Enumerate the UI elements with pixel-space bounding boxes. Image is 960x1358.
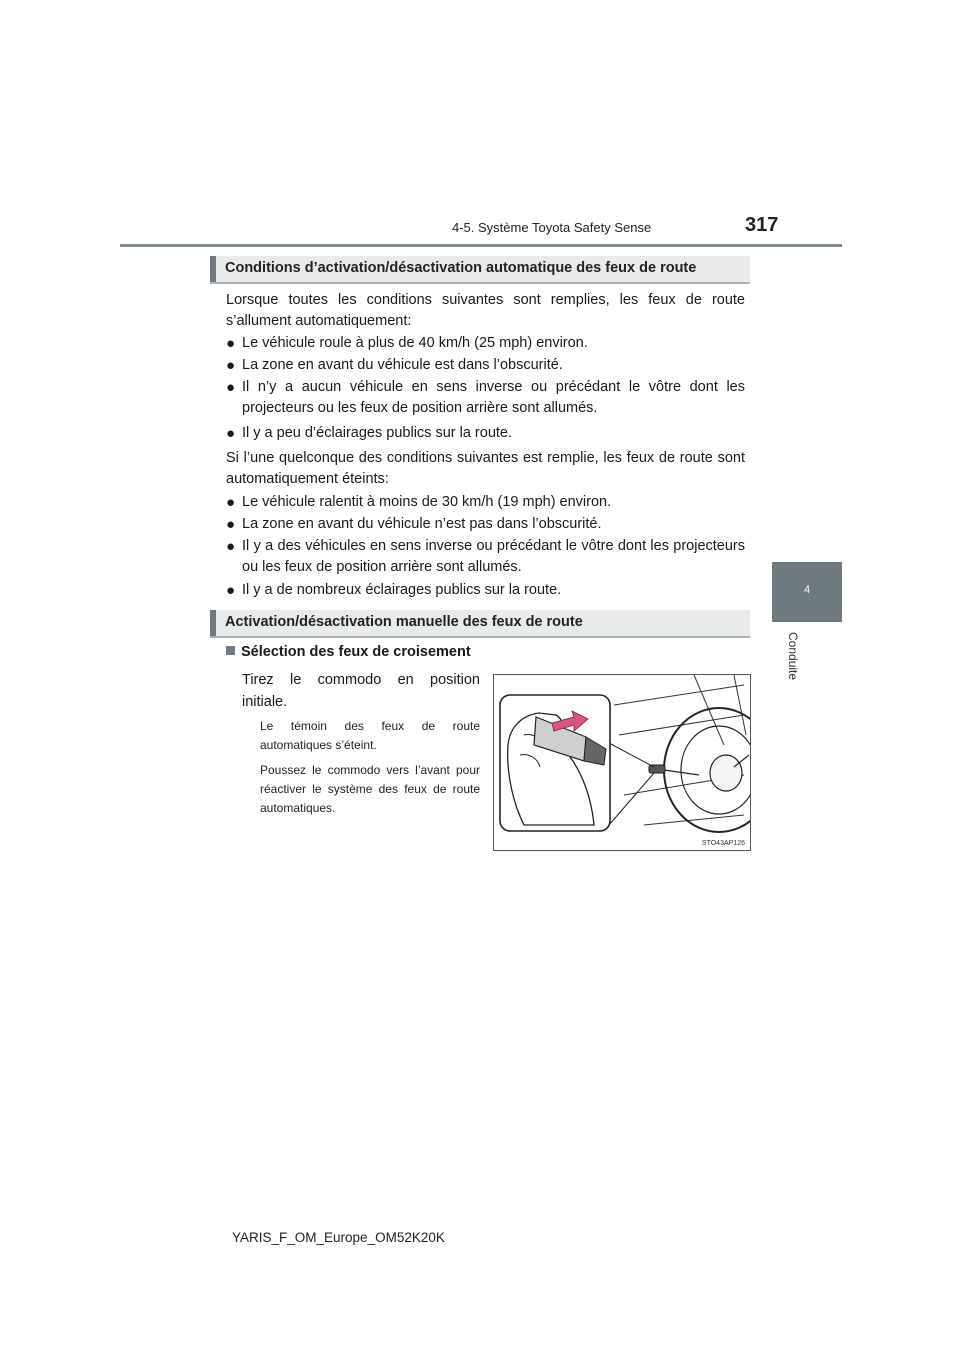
subheading (226, 644, 471, 660)
bullet-text: Le véhicule roule à plus de 40 km/h (25 mph) environ. (242, 335, 588, 351)
lever-illustration (493, 674, 751, 851)
bullet-text: Il y a des véhicules en sens inverse ou précédant le vôtre dont les projecteurs ou les feux de position arrière sont allumés. (242, 538, 745, 575)
bullet-item (226, 514, 745, 535)
bullet-icon: ● (226, 582, 236, 599)
bullet-text: Il y a peu d’éclairages publics sur la route. (242, 425, 513, 441)
bullet-item (226, 377, 745, 419)
chapter-label: Conduite (786, 632, 800, 681)
section-title-manual: Activation/désactivation manuelle des feux de route (225, 614, 583, 630)
figure-id: STO43AP126 (701, 840, 745, 847)
bullet-icon: ● (226, 494, 236, 511)
bullet-icon: ● (226, 538, 236, 555)
bullet-text: Il n’y a aucun véhicule en sens inverse ou précédant le vôtre dont les projecteurs ou les feux de position arrière sont allumés. (242, 379, 745, 416)
section-title-auto: Conditions d’activation/désactivation automatique des feux de route (225, 260, 697, 276)
bullet-text: La zone en avant du véhicule n’est pas dans l’obscurité. (242, 516, 602, 532)
lever-drawing-icon (494, 675, 750, 850)
bullet-icon: ● (226, 425, 236, 442)
bullet-text: Il y a de nombreux éclairages publics sur la route. (242, 582, 562, 598)
bullet-text: La zone en avant du véhicule est dans l’obscurité. (242, 357, 563, 373)
instruction-text: Tirez le commodo en position initiale. (242, 672, 480, 710)
subheading-text: Sélection des feux de croisement (241, 644, 471, 660)
bullet-item (226, 492, 745, 513)
bullet-icon: ● (226, 379, 236, 396)
intro-deactivation: Si l’une quelconque des conditions suivantes est remplie, les feux de route sont automatiquement éteints: (226, 450, 745, 487)
bullet-icon: ● (226, 516, 236, 533)
bullet-item (226, 333, 745, 354)
bullet-icon: ● (226, 335, 236, 352)
bullet-item (226, 355, 745, 376)
bullet-item (226, 423, 745, 444)
section-heading-manual (210, 610, 750, 638)
bullet-item (226, 536, 745, 578)
page-number: 317 (745, 214, 779, 236)
chapter-tab (772, 562, 842, 622)
note-reactivate: Poussez le commodo vers l’avant pour réactiver le système des feux de route automatiques. (260, 763, 480, 815)
bullet-icon: ● (226, 357, 236, 374)
section-heading-marker (210, 256, 216, 282)
chapter-number: 4 (803, 584, 811, 596)
bullet-text: Le véhicule ralentit à moins de 30 km/h (19 mph) environ. (242, 494, 612, 510)
footer-doc-code: YARIS_F_OM_Europe_OM52K20K (232, 1230, 445, 1245)
intro-activation: Lorsque toutes les conditions suivantes sont remplies, les feux de route s’allument automatiquement: (226, 292, 745, 329)
section-heading-marker (210, 610, 216, 636)
note-indicator-off: Le témoin des feux de route automatiques s’éteint. (260, 719, 480, 752)
square-bullet-icon (226, 646, 235, 655)
section-heading-auto (210, 256, 750, 284)
bullet-item (226, 580, 745, 601)
header-section-title: 4-5. Système Toyota Safety Sense (452, 220, 652, 235)
header-rule (120, 244, 842, 247)
